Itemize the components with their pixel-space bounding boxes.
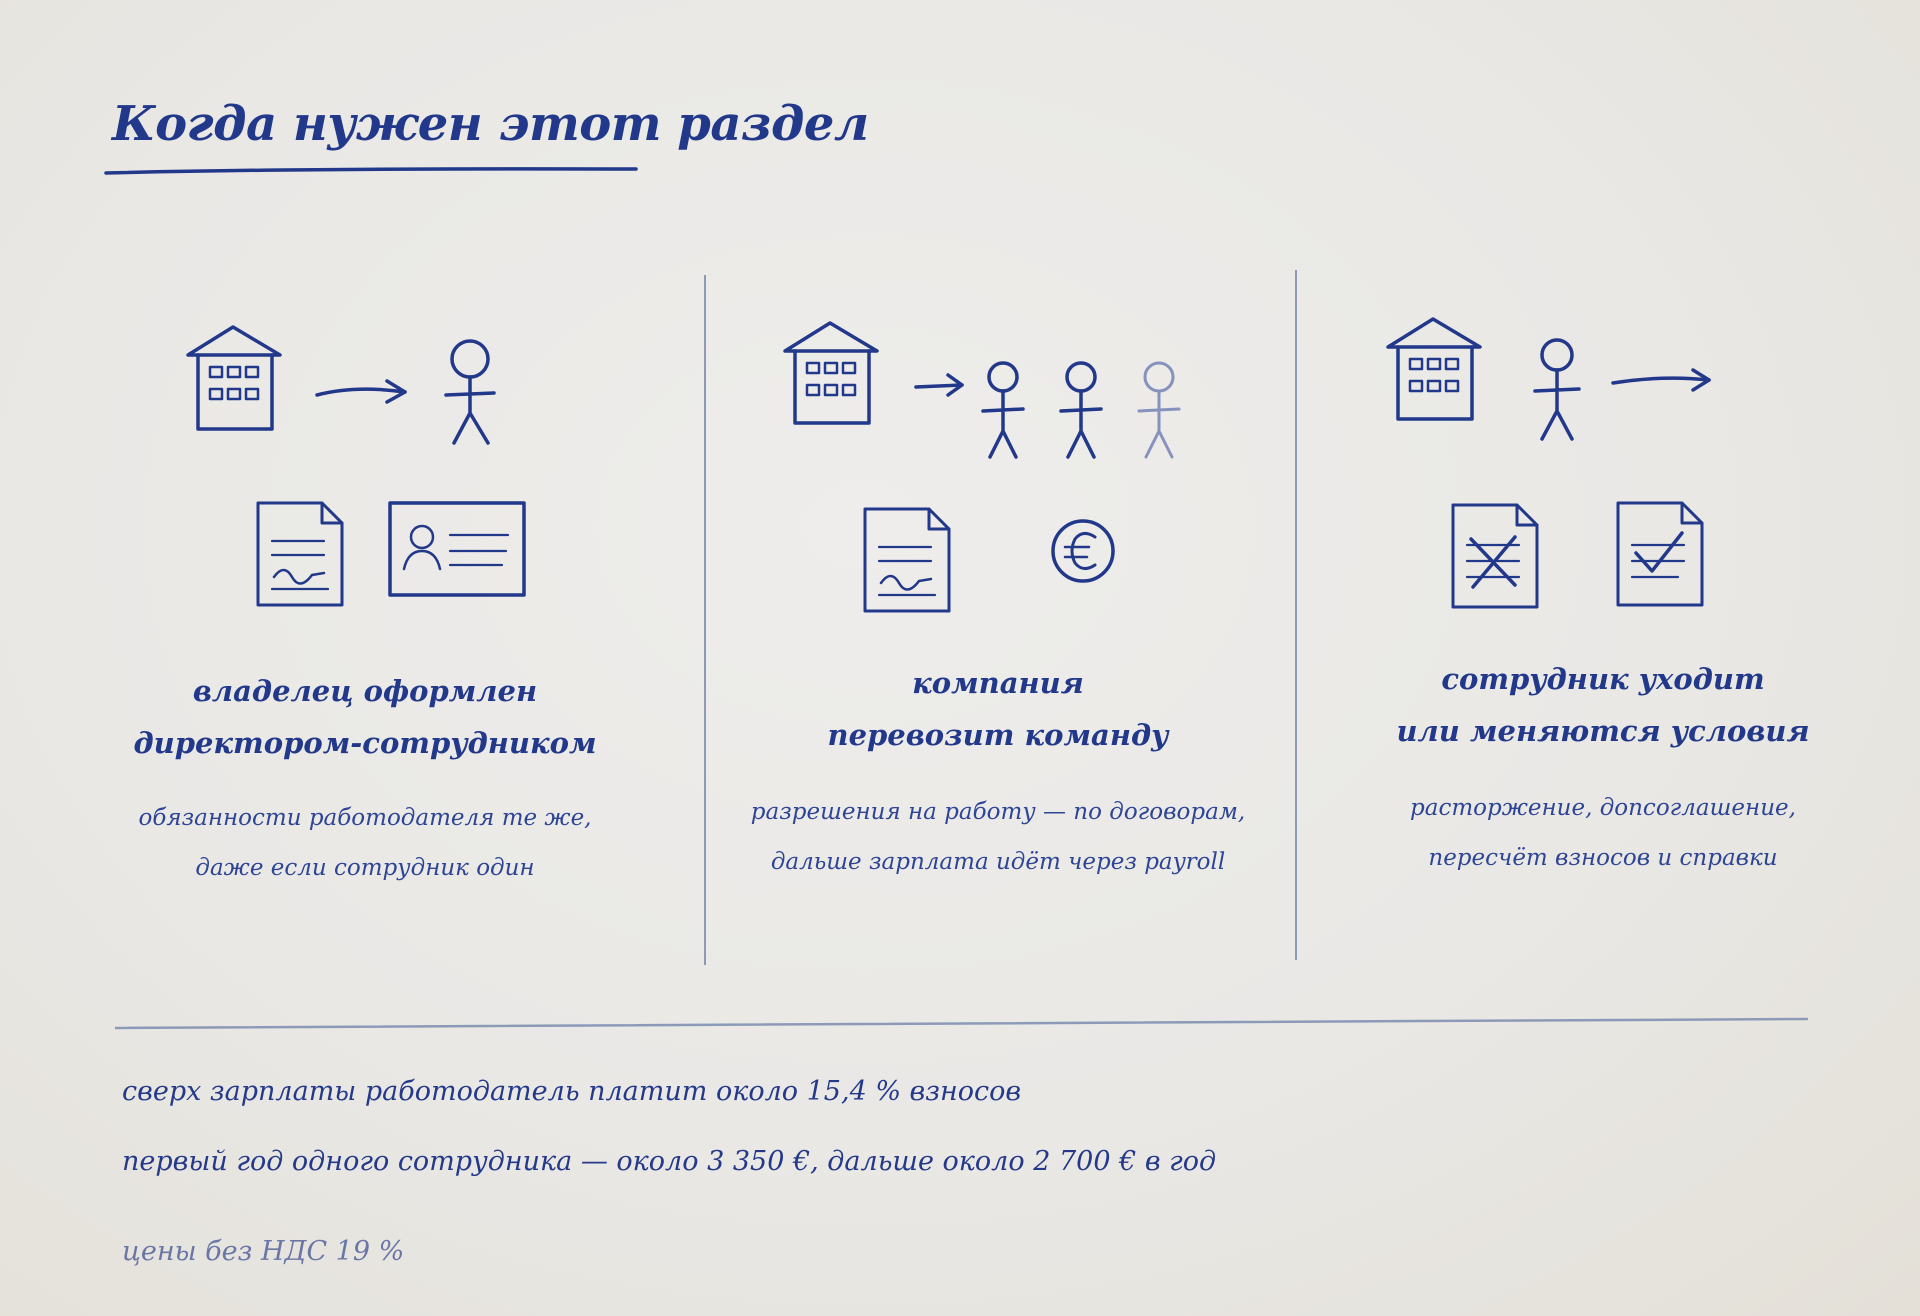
column-divider <box>1295 270 1297 960</box>
scenario-heading-line: владелец оформлен <box>192 674 538 708</box>
contributions-note: сверх зарплаты работодатель платит около 15,4 % взносов <box>122 1076 1022 1107</box>
scenario-description-line: разрешения на работу — по договорам, <box>750 799 1246 825</box>
signed-document-icon <box>865 509 949 611</box>
scenario-heading-line: компания <box>912 666 1084 700</box>
page-title: Когда нужен этот раздел <box>112 96 869 152</box>
footer-divider <box>115 1016 1815 1032</box>
building-icon <box>188 327 280 429</box>
checked-document-icon <box>1618 503 1702 605</box>
arrow-right-icon <box>1613 370 1709 390</box>
scenario-heading-line: сотрудник уходит <box>1441 662 1765 696</box>
scenario-heading-line: перевозит команду <box>827 718 1169 752</box>
scenario-heading-line: или меняются условия <box>1396 714 1810 748</box>
person-icon <box>1535 340 1579 439</box>
cost-estimate-note: первый год одного сотрудника — около 3 350 €, дальше около 2 700 € в год <box>122 1146 1217 1177</box>
scenario-description-line: пересчёт взносов и справки <box>1428 845 1778 871</box>
scenario-description-line: дальше зарплата идёт через payroll <box>770 849 1226 875</box>
building-icon <box>1388 319 1480 419</box>
crossed-document-icon <box>1453 505 1537 607</box>
scenario-heading-line: директором-сотрудником <box>133 726 597 760</box>
euro-coin-icon <box>1053 521 1113 581</box>
arrow-right-icon <box>916 375 962 395</box>
people-group-icon <box>983 363 1179 457</box>
signed-document-icon <box>258 503 342 605</box>
arrow-right-icon <box>317 381 405 402</box>
building-icon <box>785 323 877 423</box>
title-underline <box>104 164 644 178</box>
person-icon <box>446 341 494 443</box>
scenario-description-line: расторжение, допсоглашение, <box>1410 795 1796 821</box>
id-card-icon <box>390 503 524 595</box>
scenario-description-line: обязанности работодателя те же, <box>138 805 592 831</box>
vat-footnote: цены без НДС 19 % <box>122 1236 405 1267</box>
scenario-description-line: даже если сотрудник один <box>195 855 535 881</box>
